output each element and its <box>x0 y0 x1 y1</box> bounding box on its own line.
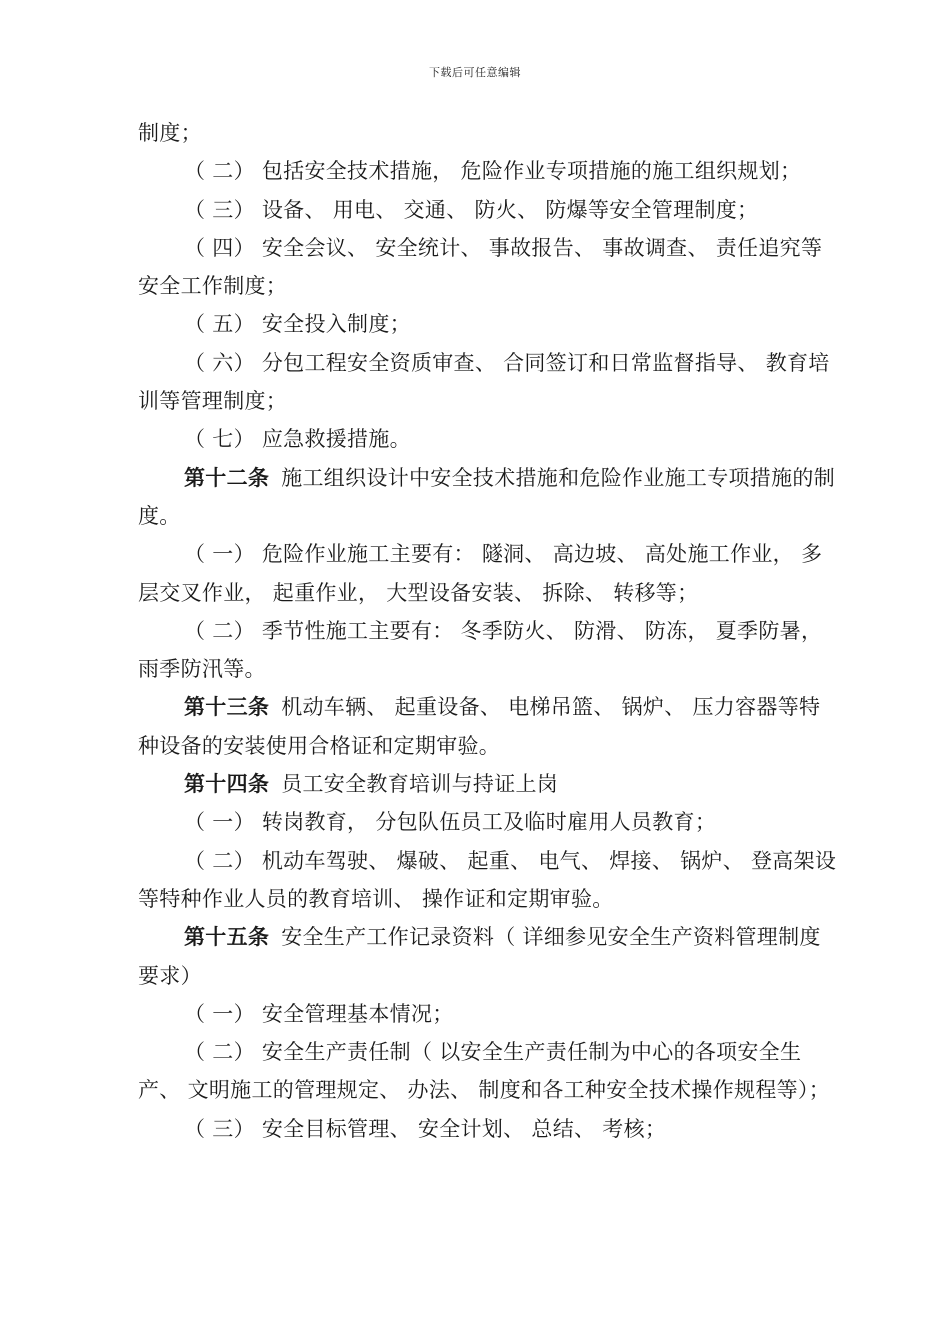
paragraph-2: （ 二） 包括安全技术措施， 危险作业专项措施的施工组织规划； <box>184 159 802 184</box>
article-15-paragraph: 第十五条 安全生产工作记录资料（ 详细参见安全生产资料管理制度要求） <box>138 925 821 988</box>
document-body <box>138 114 838 1148</box>
article-12-paragraph: 第十二条 施工组织设计中安全技术措施和危险作业施工专项措施的制度。 <box>138 465 836 528</box>
paragraph-5: （ 五） 安全投入制度； <box>184 312 411 337</box>
paragraph-14: （ 二） 机动车驾驶、 爆破、 起重、 电气、 焊接、 锅炉、 登高架设等特种作业人员的教育培训、 操作证和定期审验。 <box>138 848 837 911</box>
paragraph-10: （ 二） 季节性施工主要有： 冬季防火、 防滑、 防冻， 夏季防暑， 雨季防汛等。 <box>138 618 823 682</box>
paragraph-4: （ 四） 安全会议、 安全统计、 事故报告、 事故调查、 责任追究等安全工作制度； <box>138 235 823 299</box>
article-number: 第十三条 <box>184 695 270 720</box>
paragraph-1: 制度； <box>138 121 202 145</box>
paragraph-13: （ 一） 转岗教育， 分包队伍员工及临时雇用人员教育； <box>184 810 717 835</box>
article-number: 第十四条 <box>184 772 270 797</box>
paragraph-17: （ 二） 安全生产责任制（ 以安全生产责任制为中心的各项安全生产、 文明施工的管理规定、 办法、 制度和各工种安全技术操作规程等）； <box>138 1040 831 1103</box>
paragraph-9: （ 一） 危险作业施工主要有： 隧洞、 高边坡、 高处施工作业， 多层交叉作业， 起重作业， 大型设备安装、 拆除、 转移等； <box>138 542 823 605</box>
paragraph-3: （ 三） 设备、 用电、 交通、 防火、 防爆等安全管理制度； <box>184 197 759 222</box>
article-number: 第十五条 <box>184 925 270 950</box>
article-number: 第十二条 <box>184 465 270 490</box>
paragraph-6: （ 六） 分包工程安全资质审查、 合同签订和日常监督指导、 教育培训等管理制度； <box>138 350 830 414</box>
page-header: 下载后可任意编辑 <box>429 66 521 79</box>
paragraph-16: （ 一） 安全管理基本情况； <box>184 1001 454 1026</box>
paragraph-7: （ 七） 应急救援措施。 <box>184 427 411 452</box>
paragraph-18: （ 三） 安全目标管理、 安全计划、 总结、 考核； <box>184 1116 667 1141</box>
article-14-paragraph: 第十四条 员工安全教育培训与持证上岗 <box>184 772 559 797</box>
article-13-paragraph: 第十三条 机动车辆、 起重设备、 电梯吊篮、 锅炉、 压力容器等特种设备的安装使用合格证和定期审验。 <box>138 695 821 758</box>
